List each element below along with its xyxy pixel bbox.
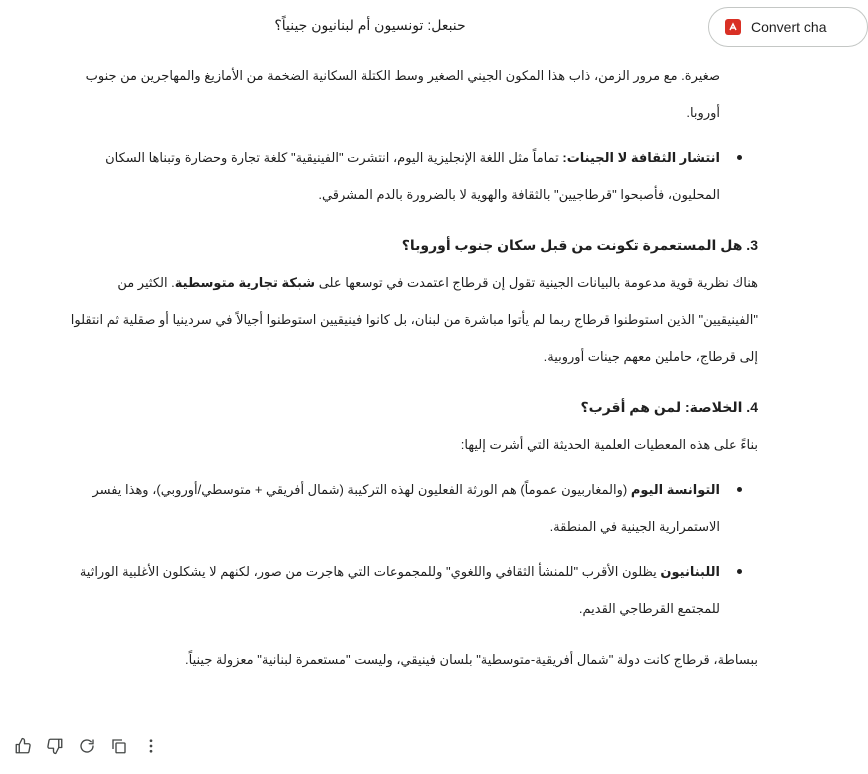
bullet-lebanese-text: يظلون الأقرب "للمنشأ الثقافي واللغوي" وللمجموعات التي هاجرت من صور، لكنهم لا يشكلون الأغلبية الوراثية للمجتمع القرطاجي القديم. [79, 564, 720, 616]
bullet-list-conclusion [60, 471, 758, 627]
section-4-intro: بناءً على هذه المعطيات العلمية الحديثة التي أشرت إليها: [460, 437, 758, 452]
top-bar [0, 0, 830, 54]
more-vert-icon [142, 737, 160, 755]
spacer [60, 213, 758, 227]
section-3-text-a: هناك نظرية قوية مدعومة بالبيانات الجينية تقول إن قرطاج اعتمدت في توسعها على [315, 275, 758, 290]
convert-chat-label: Convert cha [751, 19, 827, 35]
bullet-lebanese [60, 553, 720, 627]
response-content [60, 42, 758, 678]
copy-icon [110, 737, 128, 755]
bullet-tunisians [60, 471, 720, 545]
spacer [60, 545, 720, 553]
list-item [60, 139, 720, 213]
more-options-button[interactable] [142, 737, 160, 755]
thumbs-down-button[interactable] [46, 737, 64, 755]
redo-icon [78, 737, 96, 755]
spacer [60, 131, 720, 139]
thumbs-up-button[interactable] [14, 737, 32, 755]
section-4-heading: 4. الخلاصة: لمن هم أقرب؟ [580, 399, 758, 415]
section-3-heading: 3. هل المستعمرة تكونت من قبل سكان جنوب أوروبا؟ [401, 237, 758, 253]
bullet-culture-text: تماماً مثل اللغة الإنجليزية اليوم، انتشرت "الفينيقية" كلغة تجارة وحضارة وتبناها السكان المحليون، فأصبحوا "قرطاجيين" بالثقافة والهوية لا بالضرورة بالدم المشرقي. [105, 150, 720, 202]
bullet-tunisians-text: (والمغاربيون عموماً) هم الورثة الفعليون لهذه التركيبة (شمال أفريقي + متوسطي/أوروبي)، وهذا يفسر الاستمرارية الجينية في المنطقة. [92, 482, 720, 534]
paragraph-line: صغيرة. مع مرور الزمن، ذاب هذا المكون الجيني الصغير وسط الكتلة السكانية الضخمة من الأمازيغ والمهاجرين من جنوب [85, 68, 720, 83]
bullet-culture [60, 139, 720, 213]
spacer [60, 627, 758, 641]
conversation-title: حنبعل: تونسيون أم لبنانيون جينياً؟ [274, 17, 466, 33]
list-item [60, 553, 720, 627]
bullet-tunisians-bold: التوانسة اليوم [630, 482, 720, 497]
spacer [60, 375, 758, 389]
bullet-lebanese-bold: اللبنانيون [660, 564, 720, 579]
copy-button[interactable] [110, 737, 128, 755]
section-3-bold: شبكة تجارية متوسطية [174, 275, 316, 290]
thumbs-up-icon [14, 737, 32, 755]
section-3-text-b: . الكثير من "الفينيقيين" الذين استوطنوا قرطاج ربما لم يأتوا مباشرة من لبنان، بل كانوا فينيقيين استوطنوا أجيالاً في سردينيا أو صقلية ثم انتقلوا إلى قرطاج، حاملين معهم جينات أوروبية. [70, 275, 758, 364]
spacer [60, 463, 758, 471]
thumbs-down-icon [46, 737, 64, 755]
convert-chat-button[interactable] [708, 7, 868, 47]
conclusion-paragraph: ببساطة، قرطاج كانت دولة "شمال أفريقية-متوسطية" بلسان فينيقي، وليست "مستعمرة لبنانية" معزولة جينياً. [185, 652, 758, 667]
pdf-icon [725, 19, 741, 35]
redo-button[interactable] [78, 737, 96, 755]
response-actions [14, 737, 160, 755]
section-3-paragraph [60, 264, 758, 375]
bullet-culture-bold: انتشار الثقافة لا الجينات: [562, 150, 720, 165]
paragraph-line: أوروبا. [686, 105, 720, 120]
list-item [60, 471, 720, 545]
